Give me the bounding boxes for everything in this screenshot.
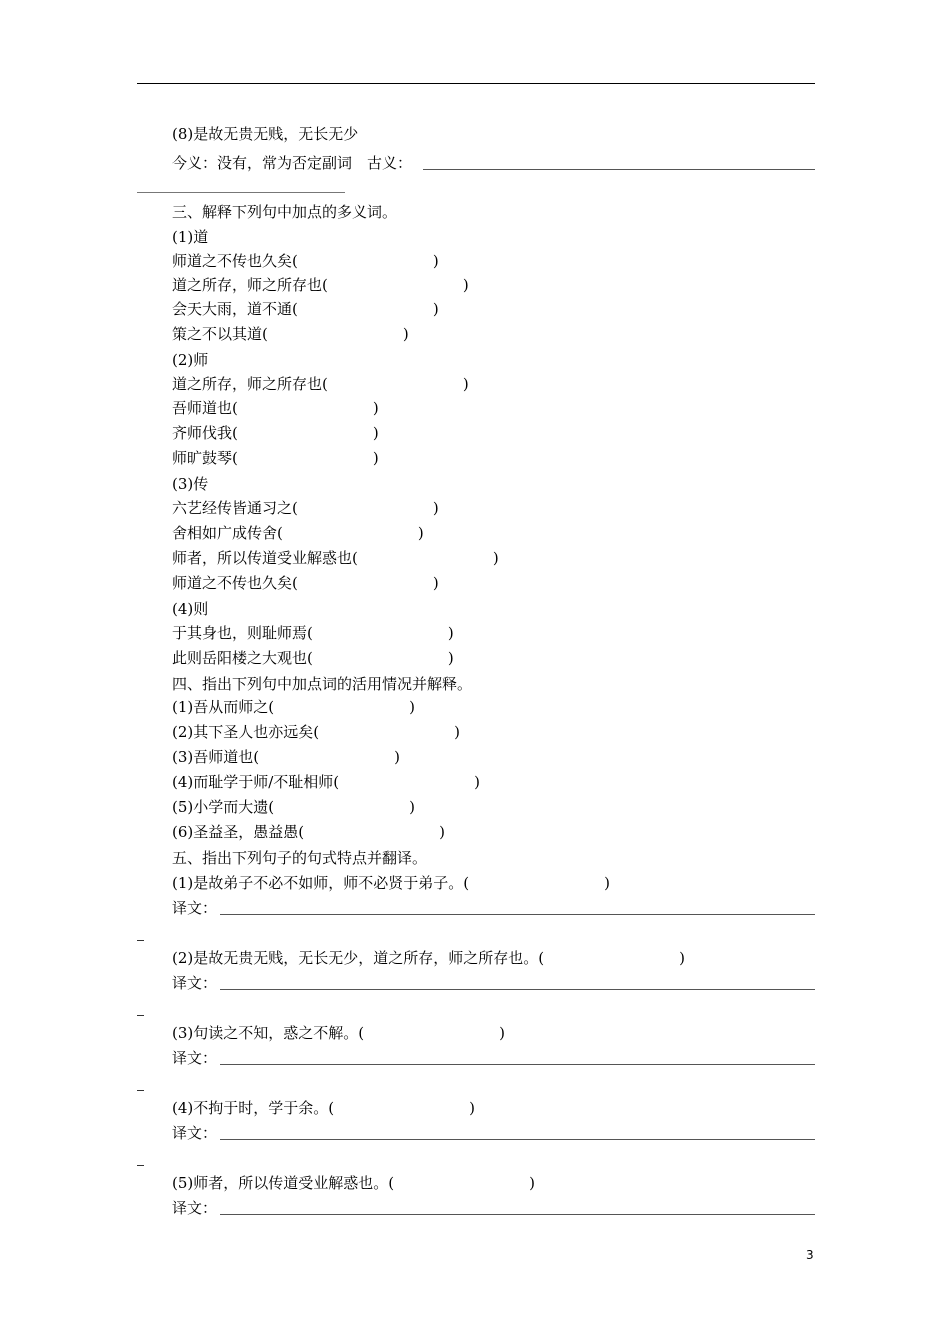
header-rule xyxy=(137,83,815,84)
question-item: 师道之不传也久矣( ) xyxy=(172,574,439,592)
question-item: (2)是故无贵无贱，无长无少，道之所存，师之所存也。( ) xyxy=(172,949,685,967)
sub-heading-chuan: (3)传 xyxy=(172,475,209,493)
translation-label: 译文： xyxy=(172,974,218,992)
question-item: (4)而耻学于师/不耻相师( ) xyxy=(172,773,481,791)
question-item: (1)吾从而师之( ) xyxy=(172,698,415,716)
question-item: 此则岳阳楼之大观也( ) xyxy=(172,649,454,667)
sub-heading-dao: (1)道 xyxy=(172,228,209,246)
translation-label: 译文： xyxy=(172,1049,218,1067)
section-4-heading: 四、指出下列句中加点词的活用情况并解释。 xyxy=(172,675,473,693)
translation-label: 译文： xyxy=(172,1124,218,1142)
translation-label: 译文： xyxy=(172,899,218,917)
item-8-sentence: (8)是故无贵无贱，无长无少 xyxy=(172,125,359,143)
sub-heading-shi: (2)师 xyxy=(172,351,209,369)
question-item: 六艺经传皆通习之( ) xyxy=(172,499,439,517)
answer-line-continuation[interactable] xyxy=(137,940,144,941)
answer-line-continuation[interactable] xyxy=(137,192,345,193)
question-item: 会天大雨，道不通( ) xyxy=(172,300,439,318)
question-item: (3)句读之不知，惑之不解。( ) xyxy=(172,1024,505,1042)
question-item: 师者，所以传道受业解惑也( ) xyxy=(172,549,499,567)
answer-line[interactable] xyxy=(220,1139,815,1140)
question-item: (6)圣益圣，愚益愚( ) xyxy=(172,823,445,841)
answer-line[interactable] xyxy=(220,989,815,990)
sub-heading-ze: (4)则 xyxy=(172,600,209,618)
answer-line[interactable] xyxy=(220,1064,815,1065)
question-item: (5)师者，所以传道受业解惑也。( ) xyxy=(172,1174,535,1192)
question-item: (5)小学而大遗( ) xyxy=(172,798,415,816)
question-item: (1)是故弟子不必不如师，师不必贤于弟子。( ) xyxy=(172,874,610,892)
question-item: (4)不拘于时，学于余。( ) xyxy=(172,1099,475,1117)
question-item: (3)吾师道也( ) xyxy=(172,748,400,766)
answer-line[interactable] xyxy=(423,169,815,170)
question-item: 于其身也，则耻师焉( ) xyxy=(172,624,454,642)
translation-label: 译文： xyxy=(172,1199,218,1217)
question-item: 师道之不传也久矣( ) xyxy=(172,252,439,270)
answer-line-continuation[interactable] xyxy=(137,1165,144,1166)
question-item: 道之所存，师之所存也( ) xyxy=(172,375,469,393)
question-item: (2)其下圣人也亦远矣( ) xyxy=(172,723,460,741)
answer-line-continuation[interactable] xyxy=(137,1015,144,1016)
answer-line[interactable] xyxy=(220,1214,815,1215)
question-item: 师旷鼓琴( ) xyxy=(172,449,379,467)
question-item: 齐师伐我( ) xyxy=(172,424,379,442)
section-5-heading: 五、指出下列句子的句式特点并翻译。 xyxy=(172,849,428,867)
question-item: 道之所存，师之所存也( ) xyxy=(172,276,469,294)
answer-line-continuation[interactable] xyxy=(137,1090,144,1091)
item-8-meaning: 今义：没有，常为否定副词 古义： xyxy=(172,154,413,172)
question-item: 吾师道也( ) xyxy=(172,399,379,417)
question-item: 舍相如广成传舍( ) xyxy=(172,524,424,542)
answer-line[interactable] xyxy=(220,914,815,915)
question-item: 策之不以其道( ) xyxy=(172,325,409,343)
page-number: 3 xyxy=(806,1248,814,1262)
section-3-heading: 三、解释下列句中加点的多义词。 xyxy=(172,203,398,221)
